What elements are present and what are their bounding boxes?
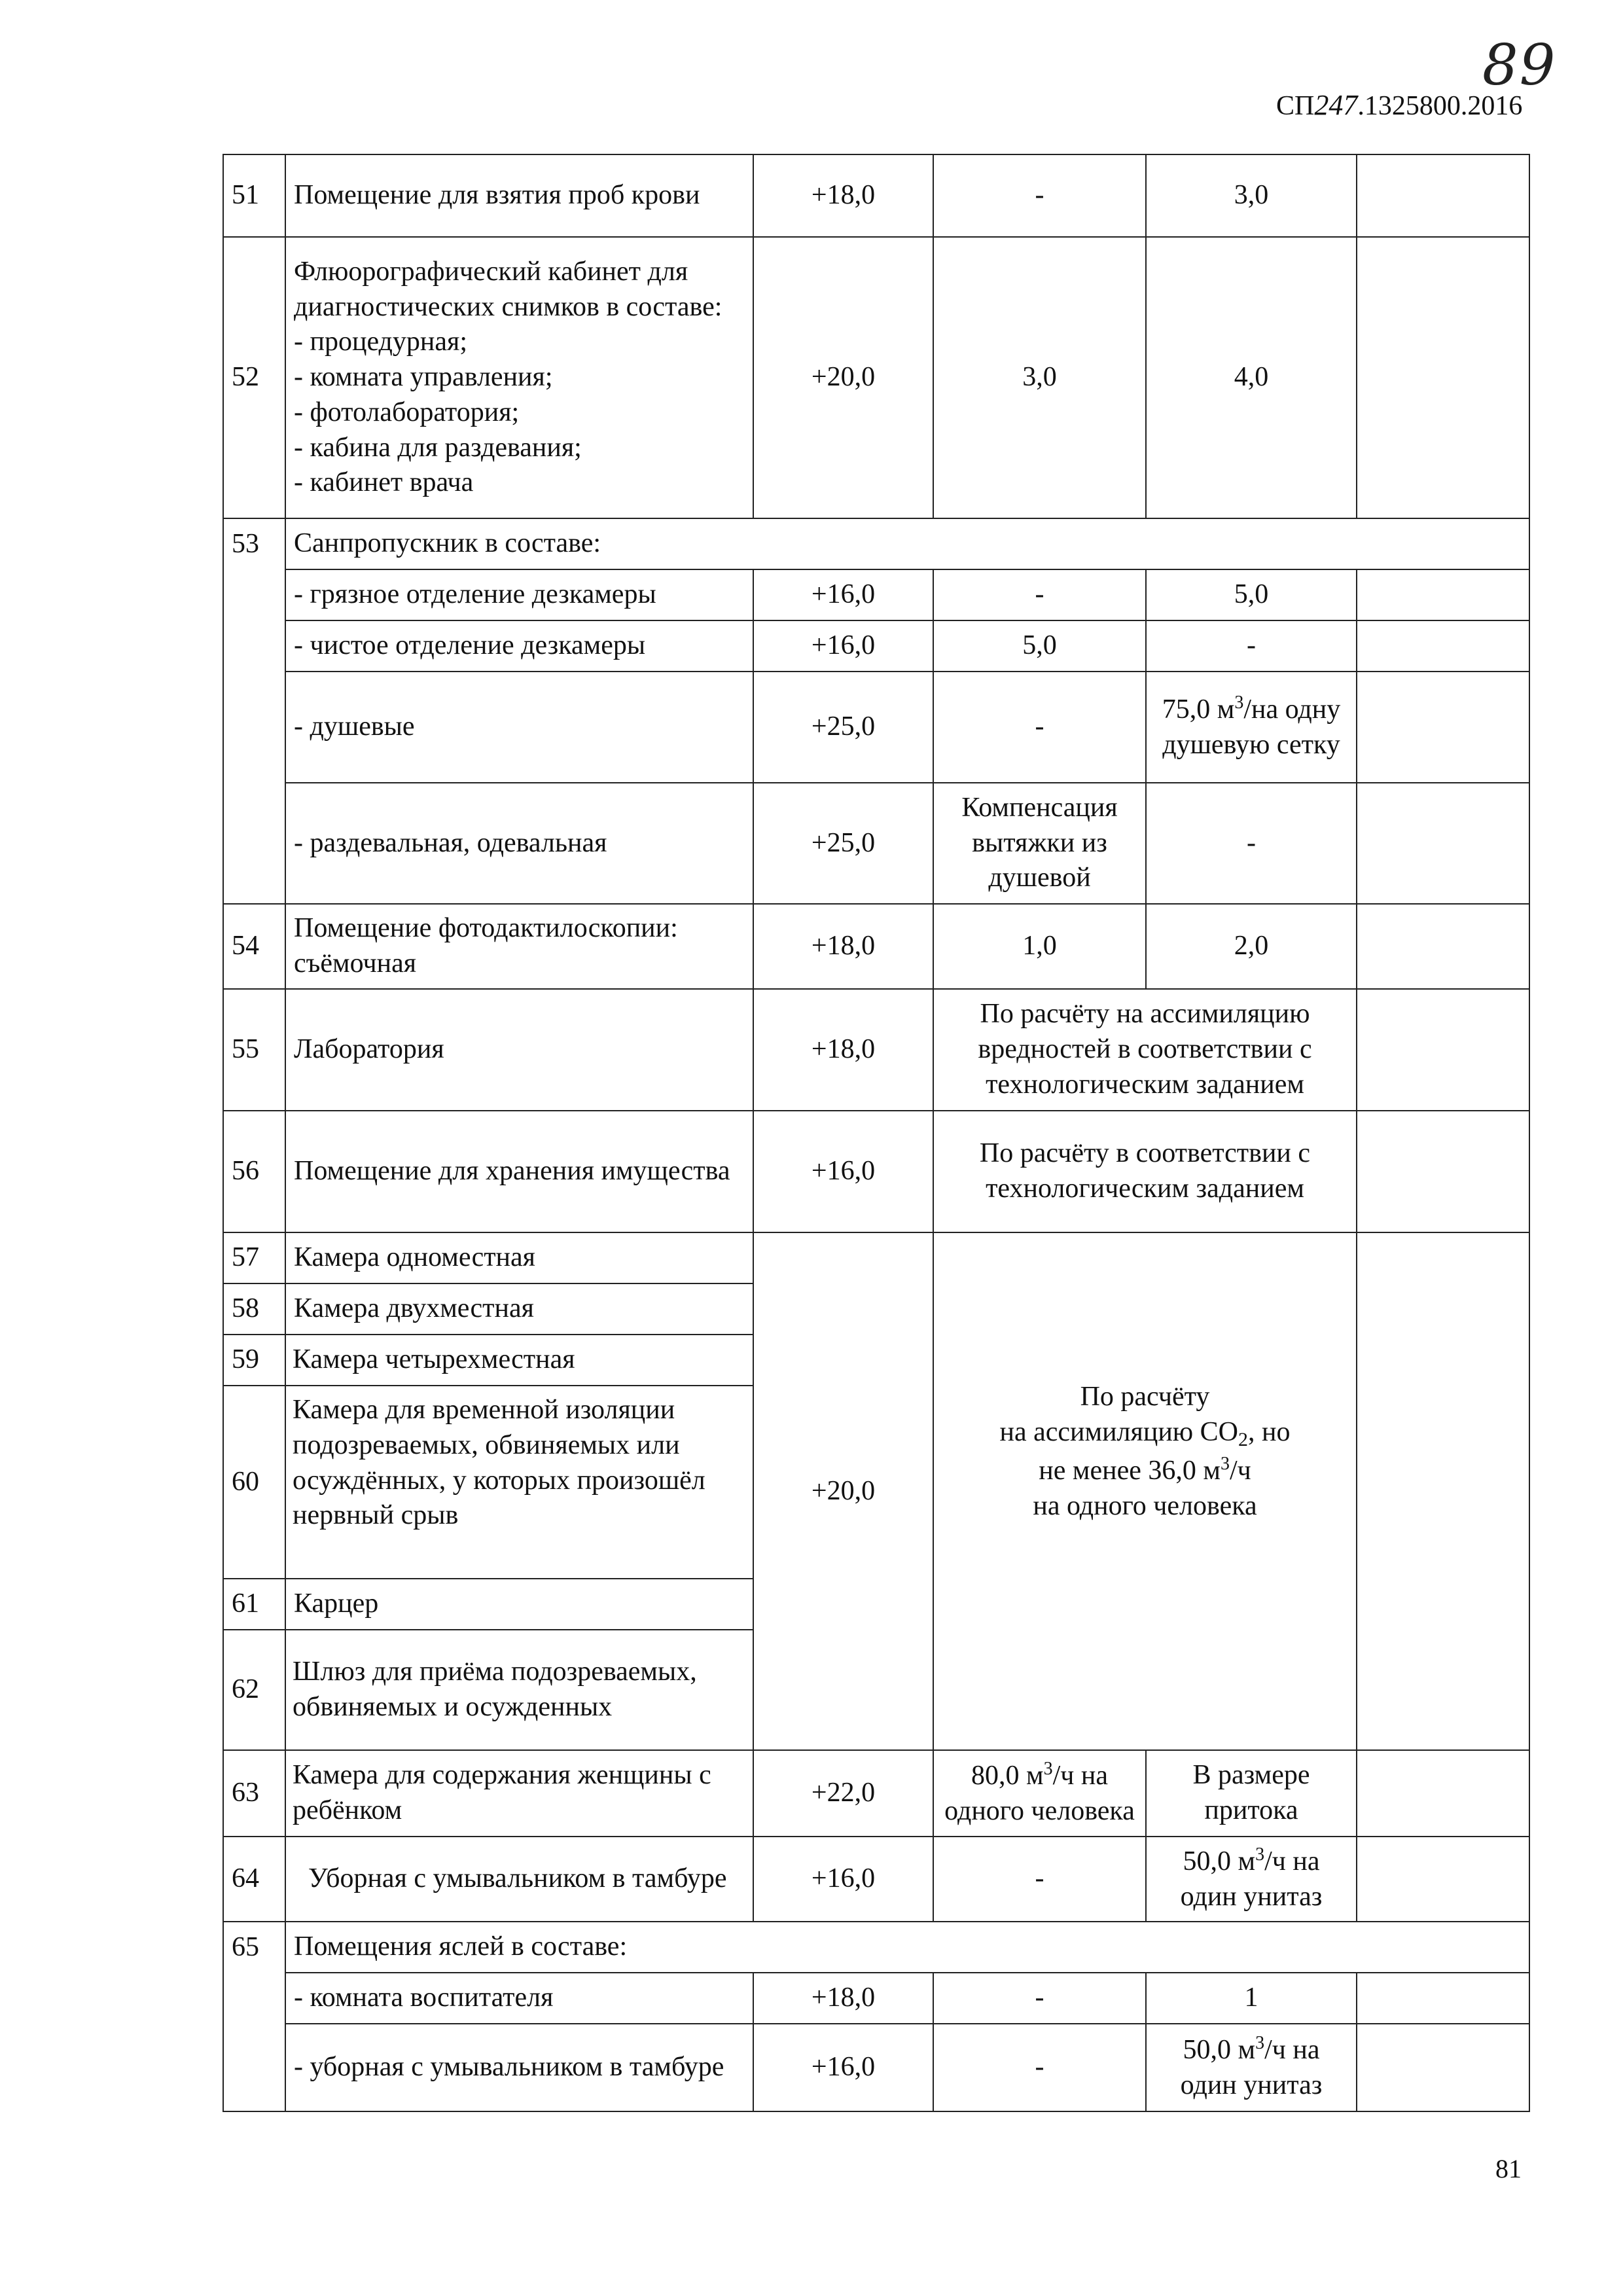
empty-number bbox=[223, 672, 285, 783]
empty-cell bbox=[1357, 569, 1529, 620]
row-number: 56 bbox=[223, 1111, 285, 1232]
table-row bbox=[223, 237, 1529, 518]
table-row bbox=[223, 1232, 1529, 1283]
room-name: - душевые bbox=[285, 672, 753, 783]
exhaust: 75,0 $м^3/на$ одну душевую сетку bbox=[1146, 672, 1357, 783]
temperature: +16,0 bbox=[753, 1111, 933, 1232]
inflow: - bbox=[933, 672, 1146, 783]
temperature: +25,0 bbox=[753, 672, 933, 783]
empty-cell bbox=[1357, 904, 1529, 989]
temperature: +18,0 bbox=[753, 1973, 933, 2024]
row-number: 51 bbox=[223, 154, 285, 237]
empty-number bbox=[223, 2024, 285, 2111]
room-name: - раздевальная, одевальная bbox=[285, 783, 753, 904]
inflow: - bbox=[933, 154, 1146, 237]
empty-cell bbox=[1357, 1232, 1529, 1750]
row-number: 53 bbox=[223, 518, 285, 569]
room-name: Камера четырехместная bbox=[285, 1335, 753, 1386]
document-code bbox=[1276, 88, 1522, 122]
group-name: Помещения яслей в составе: bbox=[285, 1922, 1529, 1973]
row-number: 55 bbox=[223, 989, 285, 1111]
empty-cell bbox=[1357, 237, 1529, 518]
inflow: - bbox=[933, 2024, 1146, 2111]
temperature: +20,0 bbox=[753, 237, 933, 518]
page-number: 81 bbox=[1495, 2154, 1522, 2183]
inflow: Компенсация вытяжки из душевой bbox=[933, 783, 1146, 904]
table-row bbox=[223, 620, 1529, 672]
table-row bbox=[223, 154, 1529, 237]
temperature: +18,0 bbox=[753, 154, 933, 237]
table-row bbox=[223, 1837, 1529, 1922]
row-number: 58 bbox=[223, 1283, 285, 1335]
empty-number bbox=[223, 569, 285, 620]
exhaust: 50,0 $м^3/ч$ на один унитаз bbox=[1146, 1837, 1357, 1922]
temperature: +16,0 bbox=[753, 620, 933, 672]
doc-code-handwritten: 247 bbox=[1314, 89, 1358, 121]
airflow-note: По расчёту на ассимиляцию $СО_2$, но не менее 36,0 $м^3/ч$ на одного человека bbox=[933, 1232, 1357, 1750]
room-name: Помещение фотодактилоскопии: съёмочная bbox=[285, 904, 753, 989]
temperature: +16,0 bbox=[753, 1837, 933, 1922]
inflow: - bbox=[933, 1973, 1146, 2024]
room-name: Карцер bbox=[285, 1579, 753, 1630]
empty-number bbox=[223, 1973, 285, 2024]
inflow: 5,0 bbox=[933, 620, 1146, 672]
table-row bbox=[223, 1973, 1529, 2024]
row-number: 57 bbox=[223, 1232, 285, 1283]
row-number: 65 bbox=[223, 1922, 285, 1973]
room-name: Лаборатория bbox=[285, 989, 753, 1111]
exhaust: 2,0 bbox=[1146, 904, 1357, 989]
exhaust: - bbox=[1146, 783, 1357, 904]
empty-cell bbox=[1357, 1837, 1529, 1922]
exhaust: 1 bbox=[1146, 1973, 1357, 2024]
temperature: +18,0 bbox=[753, 904, 933, 989]
temperature: +22,0 bbox=[753, 1750, 933, 1837]
airflow-note: По расчёту в соответствии с технологическим заданием bbox=[933, 1111, 1357, 1232]
table-row bbox=[223, 989, 1529, 1111]
airflow-note: По расчёту на ассимиляцию вредностей в соответствии с технологическим заданием bbox=[933, 989, 1357, 1111]
empty-cell bbox=[1357, 1111, 1529, 1232]
table-row bbox=[223, 1750, 1529, 1837]
room-name: Камера одноместная bbox=[285, 1232, 753, 1283]
empty-cell bbox=[1357, 783, 1529, 904]
exhaust: 4,0 bbox=[1146, 237, 1357, 518]
doc-code-suffix: .1325800.2016 bbox=[1357, 91, 1523, 121]
room-name: Флюорографический кабинет для диагностических снимков в составе: - процедурная; - комната управления; - фотолаборатория; - кабина для раздевания; - кабинет врача bbox=[285, 237, 753, 518]
room-name: Шлюз для приёма подозреваемых, обвиняемых и осужденных bbox=[285, 1630, 753, 1750]
ventilation-table bbox=[223, 154, 1530, 2112]
room-name: - чистое отделение дезкамеры bbox=[285, 620, 753, 672]
empty-number bbox=[223, 783, 285, 904]
table-row bbox=[223, 904, 1529, 989]
temperature: +25,0 bbox=[753, 783, 933, 904]
inflow: 3,0 bbox=[933, 237, 1146, 518]
empty-cell bbox=[1357, 989, 1529, 1111]
exhaust: 50,0 $м^3/ч$ на один унитаз bbox=[1146, 2024, 1357, 2111]
empty-cell bbox=[1357, 672, 1529, 783]
inflow: - bbox=[933, 1837, 1146, 1922]
exhaust: 5,0 bbox=[1146, 569, 1357, 620]
exhaust: В размере притока bbox=[1146, 1750, 1357, 1837]
row-number: 60 bbox=[223, 1386, 285, 1579]
row-number: 62 bbox=[223, 1630, 285, 1750]
inflow: 1,0 bbox=[933, 904, 1146, 989]
row-number: 63 bbox=[223, 1750, 285, 1837]
exhaust: 3,0 bbox=[1146, 154, 1357, 237]
room-name: Помещение для взятия проб крови bbox=[285, 154, 753, 237]
empty-cell bbox=[1357, 620, 1529, 672]
empty-cell bbox=[1357, 1973, 1529, 2024]
temperature: +18,0 bbox=[753, 989, 933, 1111]
row-number: 59 bbox=[223, 1335, 285, 1386]
table-row bbox=[223, 783, 1529, 904]
room-name: - комната воспитателя bbox=[285, 1973, 753, 2024]
room-name: Камера для временной изоляции подозреваемых, обвиняемых или осуждённых, у которых произошёл нервный срыв bbox=[285, 1386, 753, 1579]
doc-code-prefix: СП bbox=[1276, 91, 1315, 121]
table-row bbox=[223, 2024, 1529, 2111]
empty-number bbox=[223, 620, 285, 672]
inflow: 80,0 $м^3/ч$ на одного человека bbox=[933, 1750, 1146, 1837]
temperature: +20,0 bbox=[753, 1232, 933, 1750]
exhaust: - bbox=[1146, 620, 1357, 672]
row-number: 64 bbox=[223, 1837, 285, 1922]
room-name: - уборная с умывальником в тамбуре bbox=[285, 2024, 753, 2111]
table-row bbox=[223, 518, 1529, 569]
inflow: - bbox=[933, 569, 1146, 620]
room-name: - грязное отделение дезкамеры bbox=[285, 569, 753, 620]
room-name: Камера для содержания женщины с ребёнком bbox=[285, 1750, 753, 1837]
table-row bbox=[223, 672, 1529, 783]
table-row bbox=[223, 1922, 1529, 1973]
table-row bbox=[223, 569, 1529, 620]
empty-cell bbox=[1357, 154, 1529, 237]
room-name: Помещение для хранения имущества bbox=[285, 1111, 753, 1232]
group-name: Санпропускник в составе: bbox=[285, 518, 1529, 569]
row-number: 54 bbox=[223, 904, 285, 989]
room-name: Камера двухместная bbox=[285, 1283, 753, 1335]
temperature: +16,0 bbox=[753, 2024, 933, 2111]
row-number: 61 bbox=[223, 1579, 285, 1630]
handwritten-page-number: 89 bbox=[1482, 33, 1557, 98]
table-row bbox=[223, 1111, 1529, 1232]
temperature: +16,0 bbox=[753, 569, 933, 620]
room-name: Уборная с умывальником в тамбуре bbox=[285, 1837, 753, 1922]
row-number: 52 bbox=[223, 237, 285, 518]
empty-cell bbox=[1357, 1750, 1529, 1837]
empty-cell bbox=[1357, 2024, 1529, 2111]
